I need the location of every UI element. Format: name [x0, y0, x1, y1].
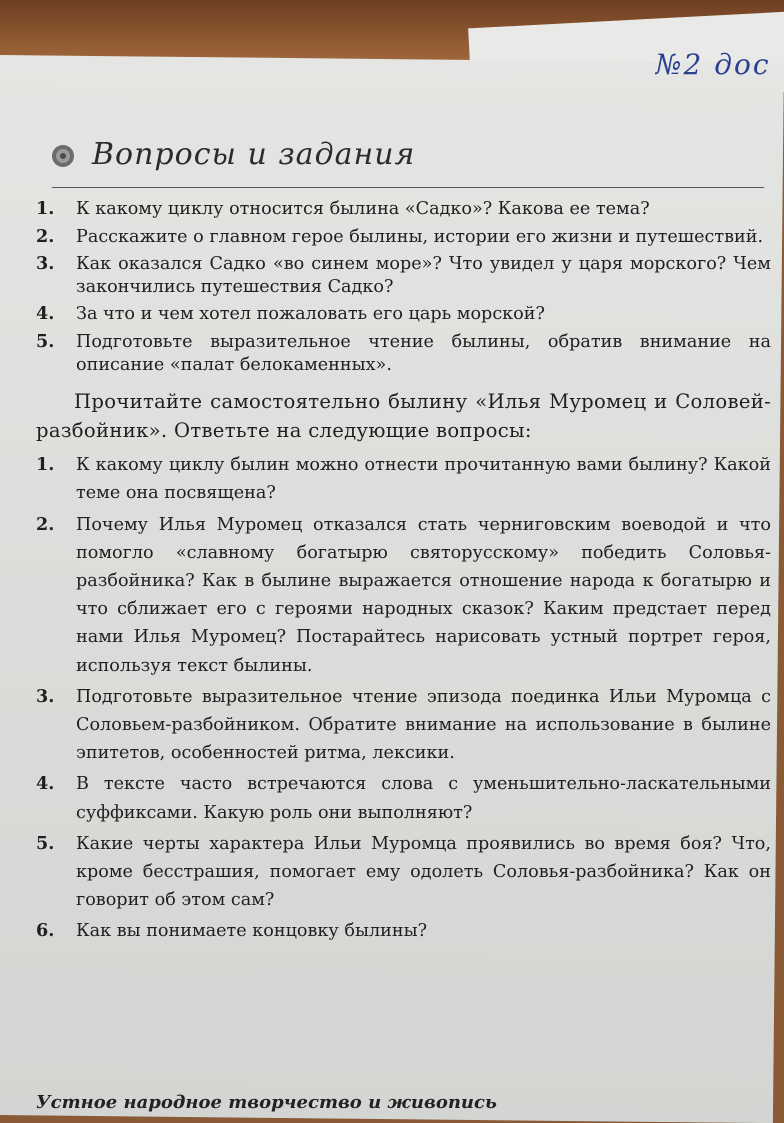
item-text: Как оказался Садко «во синем море»? Что увидел у царя морского? Чем закончились путешествия Садко?: [76, 254, 771, 297]
next-section-heading: Устное народное творчество и живопись: [36, 1092, 497, 1113]
item-text: Как вы понимаете концовку былины?: [76, 921, 428, 942]
question-list-2: [36, 451, 771, 945]
item-number: 4.: [36, 303, 55, 325]
item-number: 5.: [36, 330, 55, 352]
item-number: 3.: [36, 685, 55, 707]
item-number: 2.: [36, 513, 55, 535]
list-item: [36, 917, 771, 945]
heading-title: Вопросы и задания: [92, 137, 416, 172]
list-item: [36, 198, 771, 221]
heading-divider: [52, 187, 764, 188]
item-text: Какие черты характера Ильи Муромца проявились во время боя? Что, кроме бесстрашия, помогает ему одолеть Соловья-разбойника? Как он говорит об этом сам?: [76, 833, 771, 911]
item-number: 6.: [36, 920, 55, 942]
item-number: 3.: [36, 253, 55, 275]
item-text: Расскажите о главном герое былины, истории его жизни и путешествий.: [76, 226, 764, 247]
list-item: [36, 253, 771, 298]
item-number: 1.: [36, 198, 55, 219]
item-text: Подготовьте выразительное чтение былины, обратив внимание на описание «палат белокаменных».: [76, 331, 771, 375]
item-number: 5.: [36, 832, 55, 854]
list-item: [36, 770, 771, 826]
page-content: [36, 198, 771, 949]
item-text: В тексте часто встречаются слова с уменьшительно-ласкательными суффиксами. Какую роль они выполняют?: [76, 774, 771, 823]
handwritten-note: №2 дос: [655, 48, 771, 81]
list-item: [36, 303, 771, 326]
item-text: К какому циклу былин можно отнести прочитанную вами былину? Какой теме она посвящена?: [76, 455, 771, 504]
list-item: [36, 226, 771, 249]
list-item: [36, 331, 771, 376]
list-item: [36, 451, 771, 507]
reading-assignment: Прочитайте самостоятельно былину «Илья Муромец и Соловей-разбойник». Ответьте на следующие вопросы:: [36, 390, 771, 443]
list-item: [36, 683, 771, 768]
question-list-1: [36, 198, 771, 376]
list-item: [36, 511, 771, 680]
questions-icon: [50, 143, 76, 169]
item-number: 2.: [36, 225, 55, 247]
list-item: [36, 830, 771, 915]
item-number: 1.: [36, 454, 55, 476]
item-text: К какому циклу относится былина «Садко»? Какова ее тема?: [76, 199, 650, 219]
item-text: Подготовьте выразительное чтение эпизода поединка Ильи Муромца с Соловьем-разбойником. Обратите внимание на использование в былине эпитетов, особенностей ритма, лексики.: [76, 686, 771, 764]
item-text: Почему Илья Муромец отказался стать черниговским воеводой и что помогло «славному богатырю святорусскому» победить Соловья-разбойника? Как в былине выражается отношение народа к богатырю и что сближает его с героями народных сказок? Каким предстает перед нами Илья Муромец? Постарайтесь нарисовать устный портрет героя, используя текст былины.: [76, 514, 771, 676]
item-number: 4.: [36, 773, 55, 795]
item-text: За что и чем хотел пожаловать его царь морской?: [76, 304, 545, 325]
section-heading: [50, 135, 470, 195]
